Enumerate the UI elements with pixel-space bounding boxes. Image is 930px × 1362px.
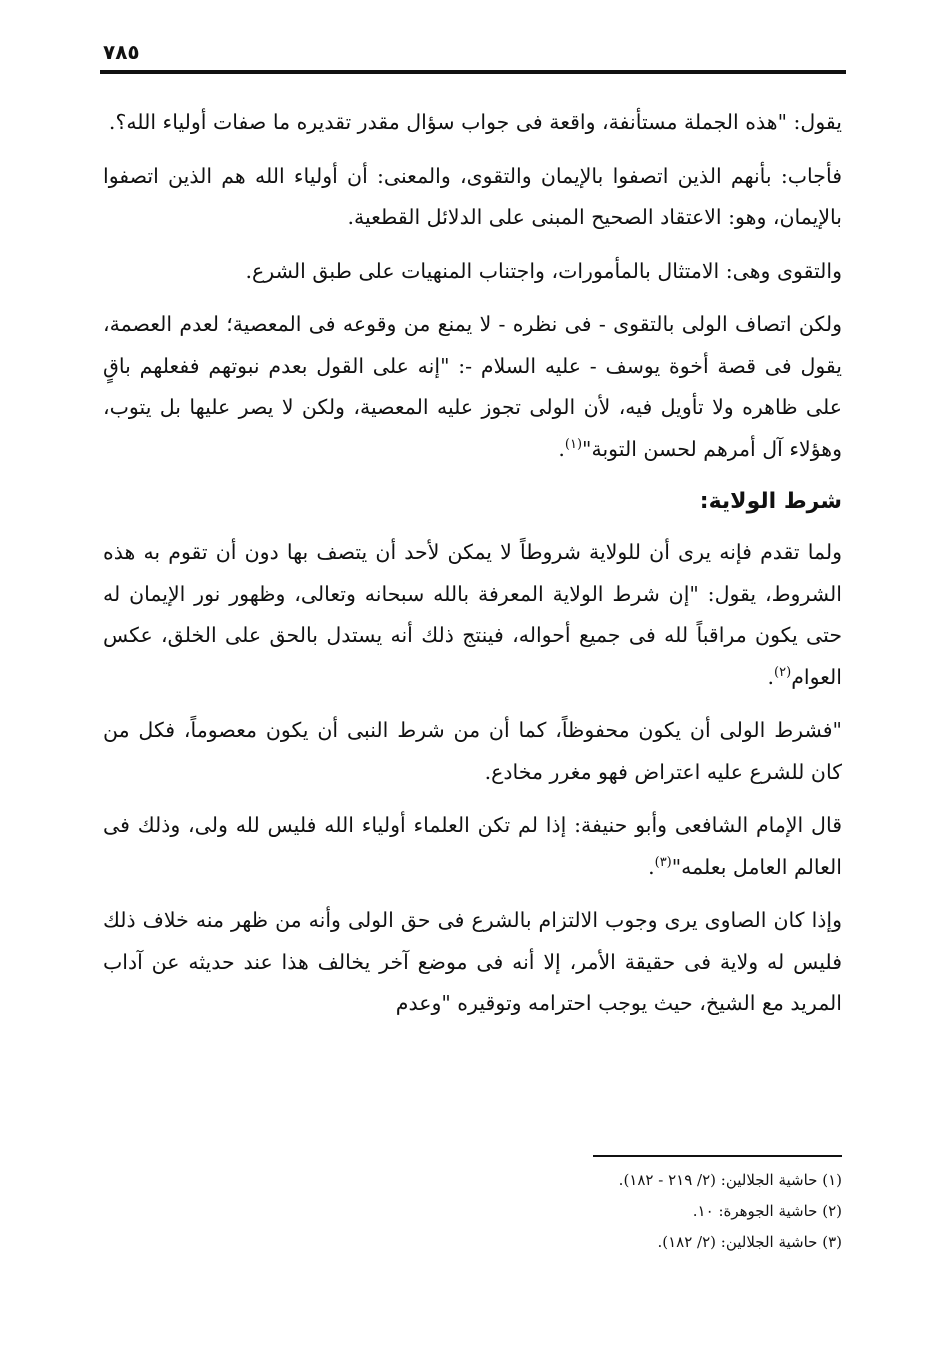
footnote-ref-2: (٢)	[774, 664, 792, 680]
paragraph-3: والتقوى وهى: الامتثال بالمأمورات، واجتناب المنهيات على طبق الشرع.	[245, 258, 842, 283]
header-rule	[100, 70, 846, 74]
paragraph-7-end: .	[648, 854, 655, 879]
paragraph-1: يقول: "هذه الجملة مستأنفة، واقعة فى جواب سؤال مقدر تقديره ما صفات أولياء الله؟.	[108, 110, 842, 134]
paragraph-5-text: ولما تقدم فإنه يرى أن للولاية شروطاً لا يمكن لأحد أن يتصف بها دون أن تقوم به هذه الشروط، يقول: "إن شرط الولاية المعرفة بالله سبحانه وتعالى، وظهور نور الإيمان له حتى يكون مراقباً لله فى جميع أحواله، فينتج ذلك أنه يستدل بالحق على الخلق، عكس العوام	[103, 540, 842, 689]
footnote-ref-1: (١)	[564, 436, 583, 452]
footnote-1: (١) حاشية الجلالين: (٢/ ٢١٩ - ١٨٢).	[618, 1171, 842, 1189]
paragraph-5-end: .	[767, 664, 775, 689]
footnote-2: (٢) حاشية الجوهرة: ١٠.	[692, 1202, 842, 1220]
paragraph-5	[103, 532, 842, 698]
paragraph-4-text: ولكن اتصاف الولى بالتقوى - فى نظره - لا يمنع من وقوعه فى المعصية؛ لعدم العصمة، يقول فى قصة أخوة يوسف - عليه السلام -: "إنه على القول بعدم نبوتهم ففعلهم باقٍ على ظاهره ولا تأويل فيه، لأن الولى تجوز عليه المعصية، ولكن لا يصر عليها بل يتوب، وهؤلاء آل أمرهم لحسن التوبة"	[103, 312, 842, 461]
paragraph-2: فأجاب: بأنهم الذين اتصفوا بالإيمان والتقوى، والمعنى: أن أولياء الله هم الذين اتصفوا بالإيمان، وهو: الاعتقاد الصحيح المبنى على الدلائل القطعية.	[103, 163, 842, 229]
footnote-3: (٣) حاشية الجلالين: (٢/ ١٨٢).	[657, 1233, 842, 1251]
paragraph-8: وإذا كان الصاوى يرى وجوب الالتزام بالشرع فى حق الولى وأنه من ظهر منه خلاف ذلك فليس له ولاية فى حقيقة الأمر، إلا أنه فى موضع آخر يخالف هذا عند حديثه عن آداب المريد مع الشيخ، حيث يوجب احترامه وتوقيره "وعدم	[103, 908, 842, 1015]
section-heading: شرط الولاية:	[699, 489, 842, 514]
paragraph-6: "فشرط الولى أن يكون محفوظاً، كما أن من شرط النبى أن يكون معصوماً، فكل من كان للشرع عليه اعتراض فهو مغرر مخادع.	[103, 718, 842, 784]
paragraph-4-end: .	[558, 436, 565, 461]
paragraph-4	[103, 304, 842, 470]
paragraph-7	[103, 805, 842, 888]
body-text	[103, 102, 842, 1037]
footnote-rule	[593, 1155, 842, 1157]
footnotes	[380, 1165, 842, 1258]
footnote-ref-3: (٣)	[654, 854, 672, 870]
page-number: ٧٨٥	[103, 40, 140, 64]
paragraph-7-text: قال الإمام الشافعى وأبو حنيفة: إذا لم تكن العلماء أولياء الله فليس لله ولى، وذلك فى العالم العامل بعلمه"	[103, 813, 842, 879]
